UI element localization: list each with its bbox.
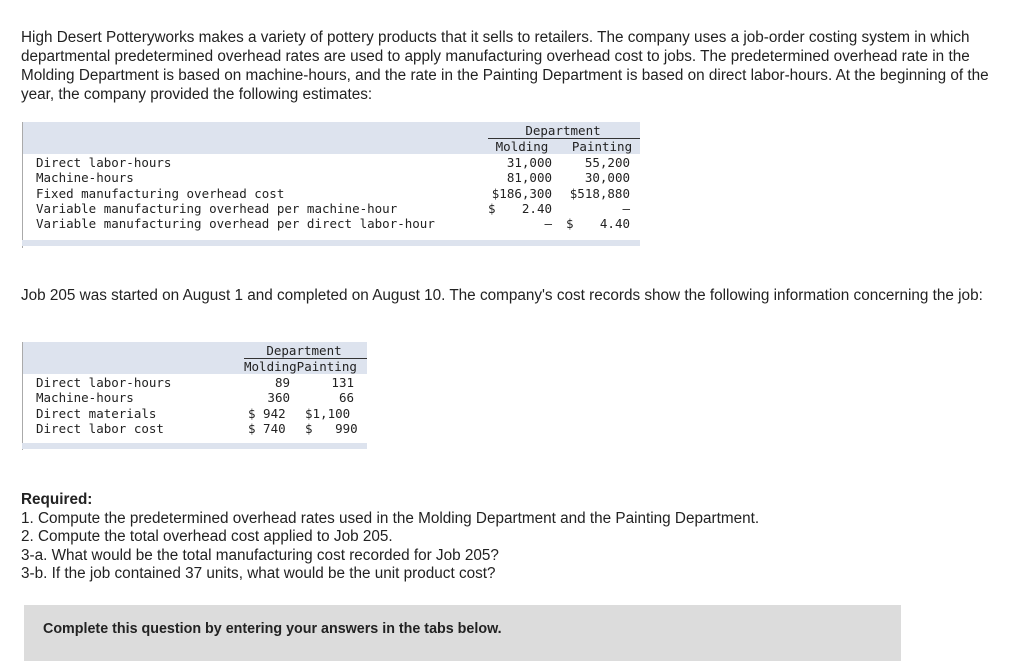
row-label: Machine-hours (36, 170, 134, 185)
row-label: Direct labor-hours (36, 375, 172, 390)
molding-value: $ 740 (248, 421, 286, 436)
job-205-table (22, 342, 367, 450)
department-header: Department (266, 343, 342, 358)
required-item: 1. Compute the predetermined overhead rates used in the Molding Department and the Painting Department. (21, 509, 760, 527)
row-label: Direct labor cost (36, 421, 164, 436)
molding-value: – (544, 216, 552, 231)
estimates-table (22, 122, 640, 248)
painting-value: $1,100 (305, 406, 351, 421)
molding-painting-header: MoldingPainting (244, 359, 357, 374)
required-item: 3-b. If the job contained 37 units, what would be the unit product cost? (21, 565, 496, 582)
required-item: 3-a. What would be the total manufacturing cost recorded for Job 205? (21, 546, 499, 564)
intro-paragraph: High Desert Potteryworks makes a variety of pottery products that it sells to retailers. The company uses a job-order costing system in which departmental predetermined overhead rates are used to apply manufacturing overhead cost to jobs. The predetermined overhead rate in the Molding Department is based on machine-hours, and the rate in the Painting Department is based on direct labor-hours. At the beginning of the year, the company provided the following estimates: (21, 29, 989, 103)
molding-value: $ 942 (248, 406, 286, 421)
row-label: Machine-hours (36, 390, 134, 405)
row-label: Direct labor-hours (36, 155, 172, 170)
painting-value: $ 990 (305, 421, 358, 436)
job-intro-paragraph: Job 205 was started on August 1 and completed on August 10. The company's cost records show the following information concerning the job: (21, 287, 983, 304)
department-header: Department (525, 123, 601, 138)
molding-value: 81,000 (506, 170, 552, 185)
molding-currency: $ (488, 201, 496, 216)
required-item: 2. Compute the total overhead cost applied to Job 205. (21, 528, 393, 545)
molding-value: $186,300 (491, 186, 552, 201)
instructions-text: Complete this question by entering your answers in the tabs below. (43, 621, 502, 637)
painting-value: 30,000 (584, 170, 630, 185)
painting-value: $518,880 (569, 186, 630, 201)
row-label: Variable manufacturing overhead per machine-hour (36, 201, 398, 216)
required-heading: Required: (21, 491, 93, 508)
painting-value: – (622, 201, 630, 216)
molding-value: 31,000 (506, 155, 552, 170)
painting-value: 4.40 (599, 216, 630, 231)
painting-value: 66 (338, 390, 354, 405)
instructions-banner (24, 605, 901, 661)
molding-value: 89 (274, 375, 290, 390)
row-label: Variable manufacturing overhead per direct labor-hour (36, 216, 435, 231)
row-label: Direct materials (36, 406, 157, 421)
painting-header: Painting (571, 139, 633, 154)
molding-header: Molding (495, 139, 549, 154)
molding-value: 2.40 (521, 201, 552, 216)
row-label: Fixed manufacturing overhead cost (36, 186, 285, 201)
required-section (21, 491, 759, 584)
molding-value: 360 (267, 390, 290, 405)
painting-value: 131 (331, 375, 354, 390)
painting-currency: $ (566, 216, 574, 231)
painting-value: 55,200 (584, 155, 630, 170)
